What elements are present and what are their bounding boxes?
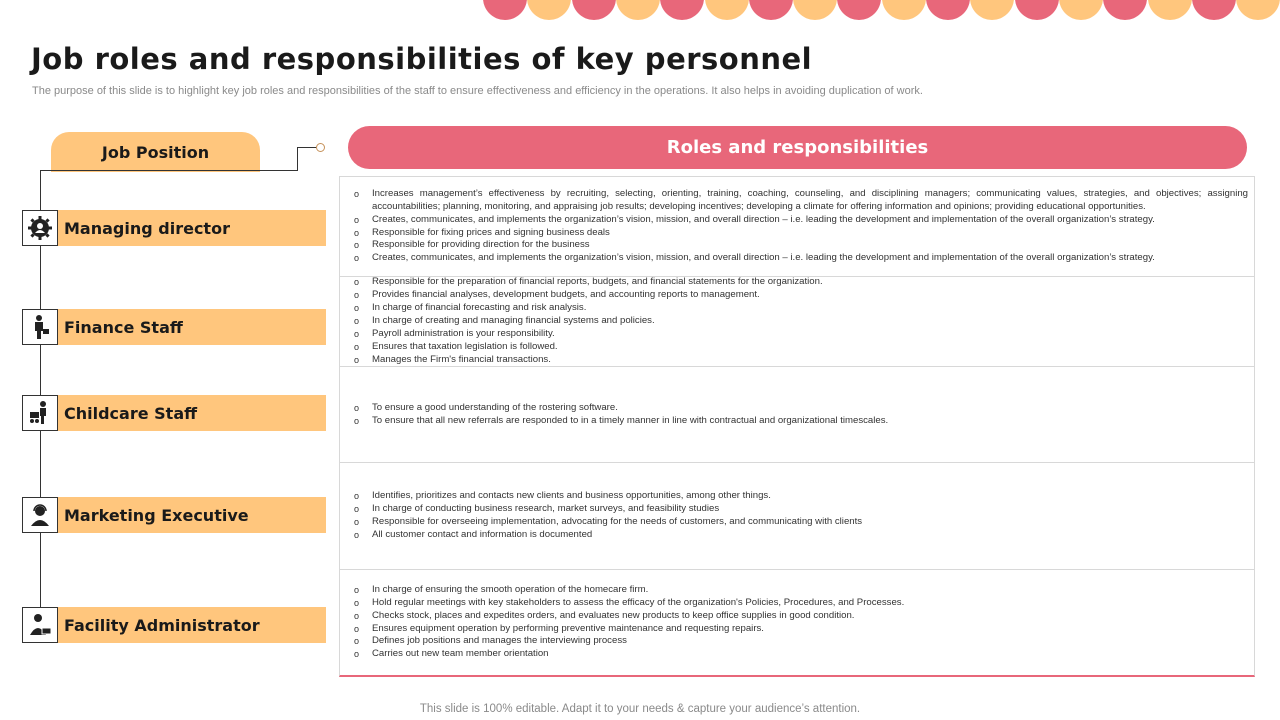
responsibility-text: Carries out new team member orientation <box>372 648 549 660</box>
bullet-icon: o <box>354 253 360 264</box>
connector-line <box>297 148 298 171</box>
role-finance-staff <box>22 309 326 345</box>
responsibility-item <box>354 623 1248 636</box>
person-laptop-icon <box>22 607 58 643</box>
responsibility-item <box>354 354 1248 367</box>
role-childcare-staff <box>22 395 326 431</box>
responsibility-item <box>354 302 1248 315</box>
bullet-icon: o <box>354 227 360 238</box>
responsibility-item <box>354 648 1248 661</box>
decorative-circle <box>705 0 749 20</box>
bullet-icon: o <box>354 316 360 327</box>
responsibility-text: Creates, communicates, and implements the organization’s vision, mission, and overall direction – i.e. leading the development and implementation of the overall organization’s strategy. <box>372 252 1155 264</box>
responsibility-item <box>354 610 1248 623</box>
decorative-circle <box>616 0 660 20</box>
decorative-circle <box>970 0 1014 20</box>
bullet-icon: o <box>354 354 360 365</box>
responsibility-text: Responsible for fixing prices and signing business deals <box>372 226 610 238</box>
responsibility-item <box>354 402 1248 415</box>
bullet-icon: o <box>354 341 360 352</box>
responsibility-text: In charge of ensuring the smooth operation of the homecare firm. <box>372 583 649 595</box>
bullet-icon: o <box>354 610 360 621</box>
responsibility-item <box>354 289 1248 302</box>
bullet-icon: o <box>354 328 360 339</box>
responsibility-item <box>354 584 1248 597</box>
person-headset-icon <box>22 497 58 533</box>
decorative-circle <box>660 0 704 20</box>
responsibility-item <box>354 315 1248 328</box>
responsibility-item <box>354 239 1248 252</box>
job-position-header: Job Position <box>51 132 260 172</box>
bullet-icon: o <box>354 491 360 502</box>
responsibilities-facility-administrator <box>339 570 1255 677</box>
bullet-icon: o <box>354 290 360 301</box>
decorative-circle <box>572 0 616 20</box>
responsibility-item <box>354 490 1248 503</box>
decorative-circle <box>527 0 571 20</box>
responsibility-list <box>354 402 1248 428</box>
decorative-circle <box>1236 0 1280 20</box>
bullet-icon: o <box>354 240 360 251</box>
role-label: Marketing Executive <box>58 497 326 533</box>
gear-head-icon <box>22 210 58 246</box>
role-label: Managing director <box>58 210 326 246</box>
bullet-icon: o <box>354 529 360 540</box>
responsibility-text: Responsible for overseeing implementation, advocating for the needs of customers, and communicating with clients <box>372 516 863 527</box>
responsibility-text: Creates, communicates, and implements the organization’s vision, mission, and overall direction – i.e. leading the development and implementation of the overall organization’s strategy. <box>372 213 1155 225</box>
responsibility-item <box>354 635 1248 648</box>
responsibility-text: Ensures that taxation legislation is followed. <box>372 340 558 352</box>
responsibilities-childcare-staff <box>339 367 1255 463</box>
responsibility-list <box>354 490 1248 542</box>
bullet-icon: o <box>354 415 360 426</box>
responsibility-item <box>354 529 1248 542</box>
decorative-circle <box>1059 0 1103 20</box>
responsibility-list <box>354 188 1248 265</box>
responsibility-text: Hold regular meetings with key stakeholders to assess the efficacy of the organization's Policies, Procedures, and Processes. <box>372 596 905 608</box>
footer-note: This slide is 100% editable. Adapt it to your needs & capture your audience’s attention. <box>419 703 861 715</box>
responsibility-item <box>354 516 1248 529</box>
bullet-icon: o <box>354 597 360 608</box>
responsibility-text: Checks stock, places and expedites orders, and evaluates new products to keep office supplies in good condition. <box>372 609 855 621</box>
responsibility-text: Manages the Firm's financial transactions. <box>372 353 551 365</box>
person-briefcase-icon <box>22 309 58 345</box>
responsibility-text: To ensure that all new referrals are responded to in a timely manner in line with contractual and organizational timescales. <box>372 414 889 426</box>
responsibility-text: To ensure a good understanding of the rostering software. <box>372 401 618 413</box>
connector-dot <box>316 143 325 152</box>
responsibility-text: Responsible for providing direction for the business <box>372 239 590 251</box>
roles-header: Roles and responsibilities <box>348 126 1247 169</box>
decorative-circle <box>1015 0 1059 20</box>
responsibilities-marketing-executive <box>339 463 1255 570</box>
role-label: Childcare Staff <box>58 395 326 431</box>
responsibility-text: Increases management’s effectiveness by recruiting, selecting, orienting, training, coaching, counseling, and disciplining managers; communicating values, strategies, and objectives; assigning accountabilities; planning, monitoring, and appraising job results; developing incentives; developing a climate for offering information and opinions; providing educational opportunities. <box>372 187 1248 212</box>
responsibility-item <box>354 328 1248 341</box>
responsibility-text: Payroll administration is your responsibility. <box>372 327 555 339</box>
role-facility-administrator <box>22 607 326 643</box>
decorative-circle <box>926 0 970 20</box>
responsibility-text: Ensures equipment operation by performing preventive maintenance and requesting repairs. <box>372 622 764 634</box>
bullet-icon: o <box>354 649 360 660</box>
bullet-icon: o <box>354 277 360 288</box>
responsibility-text: Defines job positions and manages the interviewing process <box>372 635 627 647</box>
responsibilities-managing-director <box>339 176 1255 277</box>
decorative-circle <box>837 0 881 20</box>
bullet-icon: o <box>354 636 360 647</box>
connector-line <box>297 147 317 148</box>
page-title: Job roles and responsibilities of key personnel <box>31 42 813 76</box>
role-managing-director <box>22 210 326 246</box>
responsibility-item <box>354 503 1248 516</box>
responsibility-item <box>354 214 1248 227</box>
responsibility-item <box>354 415 1248 428</box>
decorative-circle <box>483 0 527 20</box>
role-label: Finance Staff <box>58 309 326 345</box>
bullet-icon: o <box>354 188 360 199</box>
person-stroller-icon <box>22 395 58 431</box>
bullet-icon: o <box>354 214 360 225</box>
bullet-icon: o <box>354 402 360 413</box>
responsibility-item <box>354 227 1248 240</box>
bullet-icon: o <box>354 623 360 634</box>
responsibilities-finance-staff <box>339 277 1255 367</box>
page-subtitle: The purpose of this slide is to highlight key job roles and responsibilities of the staff to ensure effectiveness and efficiency in the operations. It also helps in avoiding duplication of work. <box>32 85 923 97</box>
responsibility-list <box>354 584 1248 661</box>
responsibility-item <box>354 188 1248 214</box>
responsibility-text: Identifies, prioritizes and contacts new clients and business opportunities, among other things. <box>372 490 771 502</box>
bullet-icon: o <box>354 584 360 595</box>
responsibility-item <box>354 276 1248 289</box>
responsibility-text: Provides financial analyses, development budgets, and accounting reports to management. <box>372 289 760 301</box>
decorative-circle <box>1103 0 1147 20</box>
responsibility-list <box>354 276 1248 366</box>
decorative-circles <box>483 0 1280 22</box>
role-label: Facility Administrator <box>58 607 326 643</box>
role-marketing-executive <box>22 497 326 533</box>
responsibility-text: In charge of financial forecasting and risk analysis. <box>372 302 587 314</box>
decorative-circle <box>749 0 793 20</box>
responsibility-text: Responsible for the preparation of financial reports, budgets, and financial statements for the organization. <box>372 276 823 288</box>
bullet-icon: o <box>354 517 360 527</box>
bullet-icon: o <box>354 504 360 515</box>
responsibility-text: In charge of creating and managing financial systems and policies. <box>372 315 655 327</box>
bullet-icon: o <box>354 303 360 314</box>
decorative-circle <box>1192 0 1236 20</box>
decorative-circle <box>1148 0 1192 20</box>
responsibility-item <box>354 597 1248 610</box>
responsibility-text: In charge of conducting business research, market surveys, and feasibility studies <box>372 503 720 515</box>
decorative-circle <box>793 0 837 20</box>
responsibility-text: All customer contact and information is documented <box>372 528 593 540</box>
decorative-circle <box>882 0 926 20</box>
connector-line <box>40 170 298 171</box>
responsibility-item <box>354 341 1248 354</box>
responsibility-item <box>354 252 1248 265</box>
